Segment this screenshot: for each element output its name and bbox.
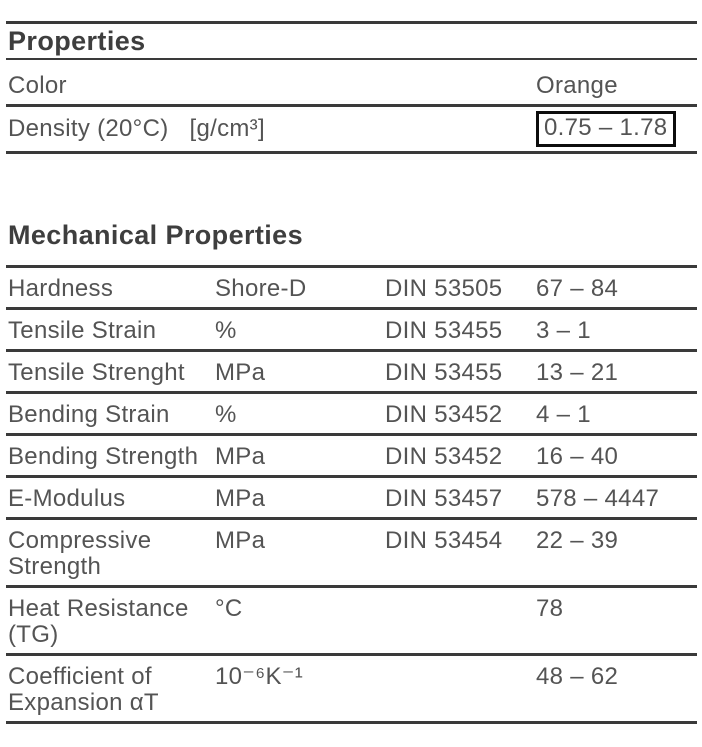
standard-cell: DIN 53505 <box>385 275 503 302</box>
property-cell: Heat Resistance (TG) <box>8 595 189 648</box>
unit-cell: MPa <box>215 359 266 386</box>
unit-cell: MPa <box>215 443 266 470</box>
standard-cell <box>385 664 536 716</box>
value-cell: 16 – 40 <box>536 443 619 470</box>
properties-section-title: Properties <box>8 26 146 56</box>
property-cell: Hardness <box>8 275 114 302</box>
horizontal-rule <box>6 151 697 154</box>
density-value-highlight-box[interactable]: 0.75 – 1.78 <box>536 111 676 147</box>
table-row-e-modulus <box>6 475 697 517</box>
property-cell: E-Modulus <box>8 485 126 512</box>
property-cell: Tensile Strenght <box>8 359 185 386</box>
table-row-heat-resistance <box>6 585 697 653</box>
table-row-hardness <box>6 265 697 307</box>
density-unit: [g/cm³] <box>189 115 265 142</box>
value-cell: 4 – 1 <box>536 401 591 428</box>
value-cell: 22 – 39 <box>536 527 619 554</box>
table-row-bending-strain <box>6 391 697 433</box>
table-row-bending-strength <box>6 433 697 475</box>
material-datasheet <box>6 0 697 724</box>
unit-cell: 10⁻⁶K⁻¹ <box>215 663 304 690</box>
standard-cell: DIN 53457 <box>385 485 503 512</box>
mechanical-properties-table <box>6 265 697 724</box>
standard-cell: DIN 53454 <box>385 527 503 554</box>
table-row-tensile-strain <box>6 307 697 349</box>
color-value: Orange <box>536 72 618 99</box>
value-cell: 3 – 1 <box>536 317 591 344</box>
property-cell: Bending Strain <box>8 401 170 428</box>
density-row <box>6 107 697 151</box>
unit-cell: % <box>215 401 237 428</box>
mechanical-section-title: Mechanical Properties <box>8 220 304 250</box>
unit-cell: °C <box>215 595 243 622</box>
density-label: Density (20°C) <box>8 115 169 142</box>
density-label-cell <box>8 116 536 142</box>
table-row-coefficient-expansion <box>6 653 697 721</box>
standard-cell <box>385 596 536 648</box>
standard-cell: DIN 53452 <box>385 443 503 470</box>
property-cell: Tensile Strain <box>8 317 157 344</box>
standard-cell: DIN 53455 <box>385 359 503 386</box>
unit-cell: % <box>215 317 237 344</box>
table-row-compressive-strength <box>6 517 697 585</box>
standard-cell: DIN 53452 <box>385 401 503 428</box>
color-label: Color <box>8 72 67 99</box>
unit-cell: MPa <box>215 527 266 554</box>
unit-cell: MPa <box>215 485 266 512</box>
property-cell: Coefficient of Expansion αT <box>8 663 159 716</box>
standard-cell: DIN 53455 <box>385 317 503 344</box>
property-cell: Compressive Strength <box>8 527 152 580</box>
color-row <box>6 60 697 104</box>
value-cell: 67 – 84 <box>536 275 619 302</box>
value-cell: 48 – 62 <box>536 663 619 690</box>
value-cell: 78 <box>536 595 564 622</box>
value-cell: 13 – 21 <box>536 359 619 386</box>
unit-cell: Shore-D <box>215 275 307 302</box>
table-row-tensile-strenght <box>6 349 697 391</box>
property-cell: Bending Strength <box>8 443 199 470</box>
value-cell: 578 – 4447 <box>536 485 660 512</box>
